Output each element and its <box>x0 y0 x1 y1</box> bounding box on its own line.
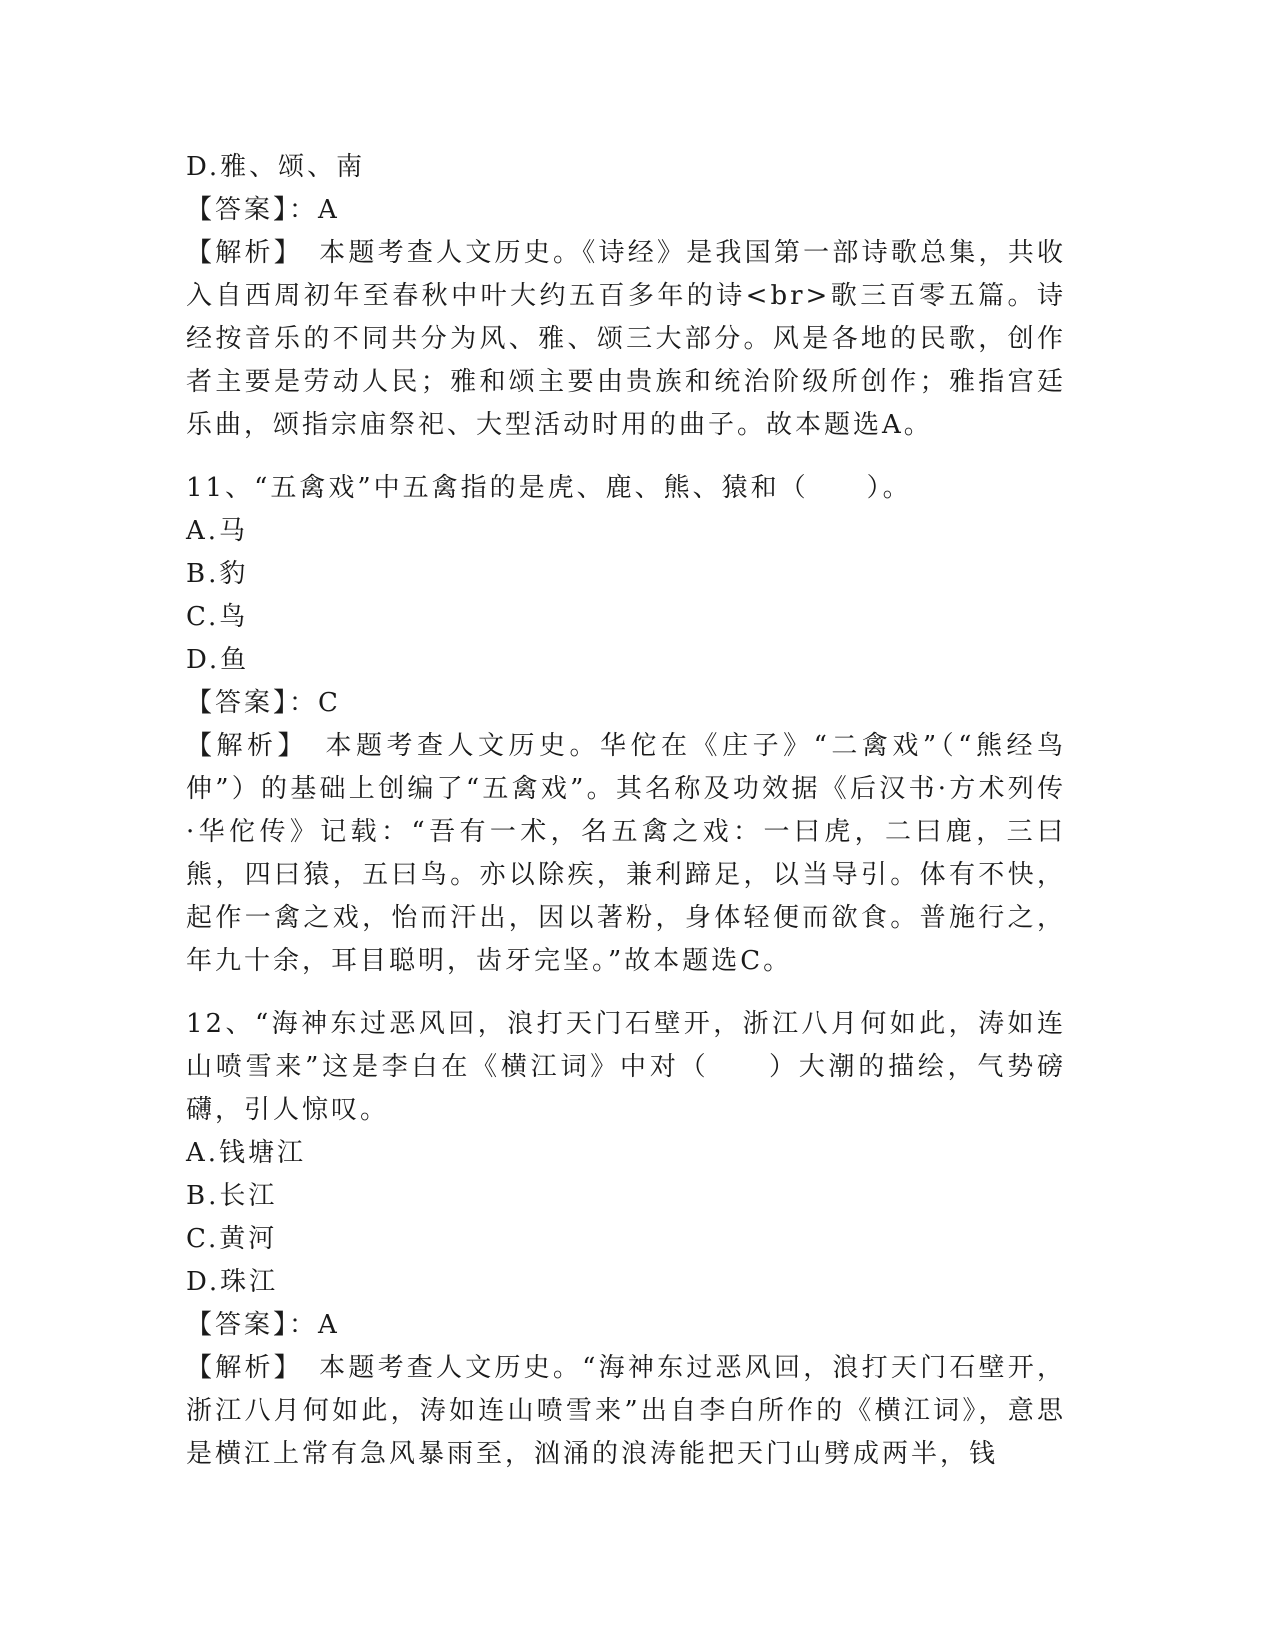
q12-answer: 【答案】：A <box>186 1310 340 1340</box>
q10-answer: 【答案】：A <box>186 195 340 225</box>
q11-analysis: 【解析】 本题考查人文历史。华佗在《庄子》“二禽戏”（“熊经鸟伸”）的基础上创编了“五禽戏”。其名称及功效据《后汉书·方术列传·华佗传》记载：“吾有一术，名五禽之戏：一曰虎，二曰鹿，三曰熊，四曰猿，五曰鸟。亦以除疾，兼利蹄足，以当导引。体有不快，起作一禽之戏，怡而汗出，因以著粉，身体轻便而欲食。普施行之，年九十余，耳目聪明，齿牙完坚。”故本题选C。 <box>186 731 1066 976</box>
q12-option-a: A.钱塘江 <box>186 1138 307 1168</box>
q12-question: 12、“海神东过恶风回，浪打天门石壁开，浙江八月何如此，涛如连山喷雪来”这是李白在《横江词》中对（ ）大潮的描绘，气势磅礴，引人惊叹。 <box>186 1009 1066 1125</box>
page-content <box>186 146 1066 1476</box>
q10-analysis: 【解析】 本题考查人文历史。《诗经》是我国第一部诗歌总集，共收入自西周初年至春秋中叶大约五百多年的诗<br>歌三百零五篇。诗经按音乐的不同共分为风、雅、颂三大部分。风是各地的民歌，创作者主要是劳动人民；雅和颂主要由贵族和统治阶级所创作；雅指宫廷乐曲，颂指宗庙祭祀、大型活动时用的曲子。故本题选A。 <box>186 238 1066 440</box>
q12-option-d: D.珠江 <box>186 1267 279 1297</box>
q11-question: 11、“五禽戏”中五禽指的是虎、鹿、熊、猿和（ ）。 <box>186 473 912 503</box>
q11-answer: 【答案】：C <box>186 688 341 718</box>
q11-option-b: B.豹 <box>186 559 249 589</box>
q11-option-d: D.鱼 <box>186 645 250 675</box>
q10-option-d: D.雅、颂、南 <box>186 152 366 182</box>
q12-analysis: 【解析】 本题考查人文历史。“海神东过恶风回，浪打天门石壁开，浙江八月何如此，涛如连山喷雪来”出自李白所作的《横江词》，意思是横江上常有急风暴雨至，汹涌的浪涛能把天门山劈成两半，钱 <box>186 1353 1066 1469</box>
q12-option-b: B.长江 <box>186 1181 278 1211</box>
q12-option-c: C.黄河 <box>186 1224 278 1254</box>
q11-option-a: A.马 <box>186 516 249 546</box>
q11-option-c: C.鸟 <box>186 602 249 632</box>
